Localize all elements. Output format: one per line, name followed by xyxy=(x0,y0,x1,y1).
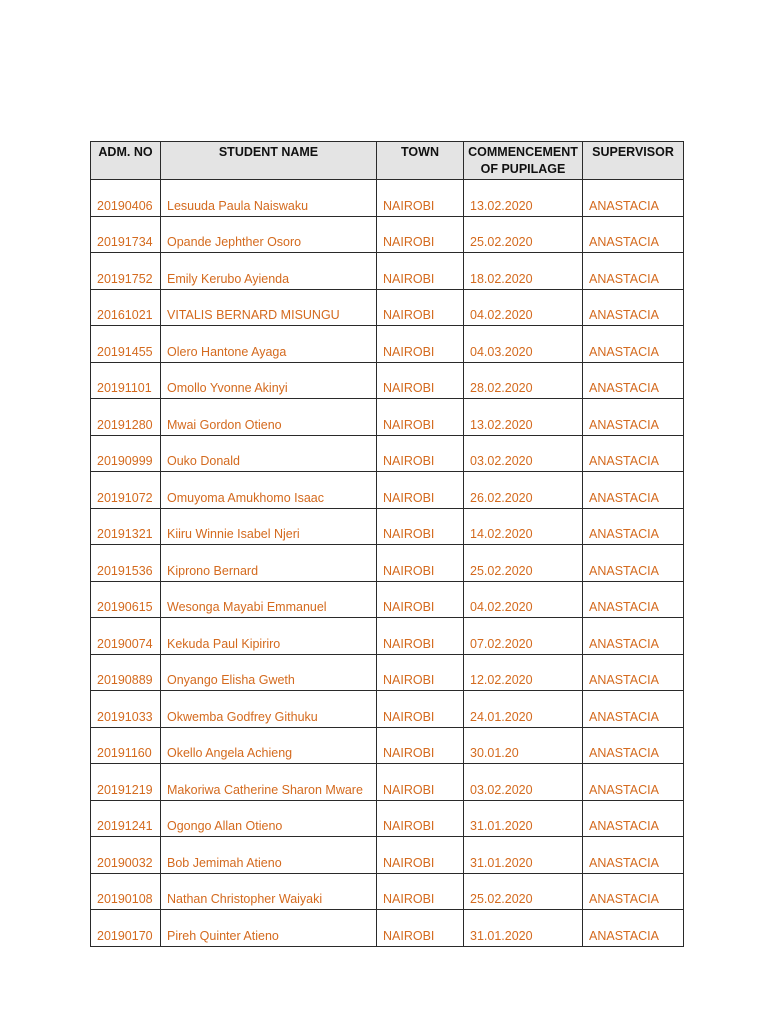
adm-no-cell: 20190615 xyxy=(91,581,161,618)
adm-no-cell: 20190406 xyxy=(91,180,161,217)
supervisor-cell: ANASTACIA xyxy=(583,910,684,947)
adm-no-cell: 20190170 xyxy=(91,910,161,947)
student-name-cell: Kiprono Bernard xyxy=(161,545,377,582)
town-cell: NAIROBI xyxy=(377,691,464,728)
town-cell: NAIROBI xyxy=(377,216,464,253)
table-row xyxy=(91,362,684,399)
supervisor-cell: ANASTACIA xyxy=(583,326,684,363)
commencement-date-cell: 24.01.2020 xyxy=(464,691,583,728)
supervisor-cell: ANASTACIA xyxy=(583,289,684,326)
commencement-date-cell: 31.01.2020 xyxy=(464,837,583,874)
adm-no-cell: 20190999 xyxy=(91,435,161,472)
table-row xyxy=(91,618,684,655)
adm-no-cell: 20190108 xyxy=(91,873,161,910)
supervisor-cell: ANASTACIA xyxy=(583,727,684,764)
town-cell: NAIROBI xyxy=(377,435,464,472)
commencement-date-cell: 13.02.2020 xyxy=(464,180,583,217)
table-row xyxy=(91,545,684,582)
adm-no-cell: 20191241 xyxy=(91,800,161,837)
supervisor-cell: ANASTACIA xyxy=(583,618,684,655)
student-name-cell: Kiiru Winnie Isabel Njeri xyxy=(161,508,377,545)
town-cell: NAIROBI xyxy=(377,800,464,837)
adm-no-cell: 20191101 xyxy=(91,362,161,399)
student-name-cell: Pireh Quinter Atieno xyxy=(161,910,377,947)
header-commencement xyxy=(464,142,583,180)
commencement-date-cell: 26.02.2020 xyxy=(464,472,583,509)
pupilage-table xyxy=(90,141,684,947)
supervisor-cell: ANASTACIA xyxy=(583,508,684,545)
adm-no-cell: 20191321 xyxy=(91,508,161,545)
adm-no-cell: 20191752 xyxy=(91,253,161,290)
commencement-date-cell: 04.03.2020 xyxy=(464,326,583,363)
town-cell: NAIROBI xyxy=(377,727,464,764)
town-cell: NAIROBI xyxy=(377,764,464,801)
table-header xyxy=(91,142,684,180)
supervisor-cell: ANASTACIA xyxy=(583,654,684,691)
supervisor-cell: ANASTACIA xyxy=(583,800,684,837)
adm-no-cell: 20190889 xyxy=(91,654,161,691)
town-cell: NAIROBI xyxy=(377,399,464,436)
table-row xyxy=(91,435,684,472)
table-row xyxy=(91,581,684,618)
adm-no-cell: 20191455 xyxy=(91,326,161,363)
header-adm-no: ADM. NO xyxy=(91,142,161,180)
adm-no-cell: 20191219 xyxy=(91,764,161,801)
supervisor-cell: ANASTACIA xyxy=(583,253,684,290)
student-name-cell: Bob Jemimah Atieno xyxy=(161,837,377,874)
header-row xyxy=(91,142,684,180)
header-commencement-line1: COMMENCEMENT xyxy=(468,145,578,159)
supervisor-cell: ANASTACIA xyxy=(583,362,684,399)
town-cell: NAIROBI xyxy=(377,326,464,363)
town-cell: NAIROBI xyxy=(377,910,464,947)
supervisor-cell: ANASTACIA xyxy=(583,545,684,582)
adm-no-cell: 20191160 xyxy=(91,727,161,764)
student-name-cell: Lesuuda Paula Naiswaku xyxy=(161,180,377,217)
student-name-cell: Omollo Yvonne Akinyi xyxy=(161,362,377,399)
commencement-date-cell: 18.02.2020 xyxy=(464,253,583,290)
table-row xyxy=(91,800,684,837)
student-name-cell: Opande Jephther Osoro xyxy=(161,216,377,253)
supervisor-cell: ANASTACIA xyxy=(583,216,684,253)
supervisor-cell: ANASTACIA xyxy=(583,691,684,728)
commencement-date-cell: 31.01.2020 xyxy=(464,910,583,947)
adm-no-cell: 20191734 xyxy=(91,216,161,253)
header-supervisor: SUPERVISOR xyxy=(583,142,684,180)
student-name-cell: VITALIS BERNARD MISUNGU xyxy=(161,289,377,326)
header-student-name: STUDENT NAME xyxy=(161,142,377,180)
commencement-date-cell: 25.02.2020 xyxy=(464,216,583,253)
student-name-cell: Olero Hantone Ayaga xyxy=(161,326,377,363)
header-town: TOWN xyxy=(377,142,464,180)
commencement-date-cell: 30.01.20 xyxy=(464,727,583,764)
adm-no-cell: 20191072 xyxy=(91,472,161,509)
table-row xyxy=(91,727,684,764)
table-row xyxy=(91,837,684,874)
commencement-date-cell: 13.02.2020 xyxy=(464,399,583,436)
commencement-date-cell: 25.02.2020 xyxy=(464,873,583,910)
table-row xyxy=(91,253,684,290)
student-name-cell: Wesonga Mayabi Emmanuel xyxy=(161,581,377,618)
student-name-cell: Ogongo Allan Otieno xyxy=(161,800,377,837)
student-name-cell: Omuyoma Amukhomo Isaac xyxy=(161,472,377,509)
header-commencement-line2: OF PUPILAGE xyxy=(480,162,566,176)
student-name-cell: Onyango Elisha Gweth xyxy=(161,654,377,691)
student-name-cell: Kekuda Paul Kipiriro xyxy=(161,618,377,655)
table-row xyxy=(91,764,684,801)
table-row xyxy=(91,910,684,947)
adm-no-cell: 20190074 xyxy=(91,618,161,655)
commencement-date-cell: 25.02.2020 xyxy=(464,545,583,582)
supervisor-cell: ANASTACIA xyxy=(583,837,684,874)
supervisor-cell: ANASTACIA xyxy=(583,764,684,801)
commencement-date-cell: 07.02.2020 xyxy=(464,618,583,655)
student-name-cell: Okwemba Godfrey Githuku xyxy=(161,691,377,728)
town-cell: NAIROBI xyxy=(377,508,464,545)
student-name-cell: Mwai Gordon Otieno xyxy=(161,399,377,436)
town-cell: NAIROBI xyxy=(377,180,464,217)
table-row xyxy=(91,289,684,326)
commencement-date-cell: 14.02.2020 xyxy=(464,508,583,545)
adm-no-cell: 20190032 xyxy=(91,837,161,874)
adm-no-cell: 20191033 xyxy=(91,691,161,728)
supervisor-cell: ANASTACIA xyxy=(583,180,684,217)
town-cell: NAIROBI xyxy=(377,253,464,290)
town-cell: NAIROBI xyxy=(377,618,464,655)
commencement-date-cell: 03.02.2020 xyxy=(464,764,583,801)
student-name-cell: Makoriwa Catherine Sharon Mware xyxy=(161,764,377,801)
table-row xyxy=(91,326,684,363)
table-row xyxy=(91,508,684,545)
student-name-cell: Nathan Christopher Waiyaki xyxy=(161,873,377,910)
table-row xyxy=(91,399,684,436)
commencement-date-cell: 12.02.2020 xyxy=(464,654,583,691)
adm-no-cell: 20191280 xyxy=(91,399,161,436)
commencement-date-cell: 04.02.2020 xyxy=(464,581,583,618)
town-cell: NAIROBI xyxy=(377,873,464,910)
adm-no-cell: 20161021 xyxy=(91,289,161,326)
table-row xyxy=(91,472,684,509)
table-row xyxy=(91,180,684,217)
supervisor-cell: ANASTACIA xyxy=(583,435,684,472)
town-cell: NAIROBI xyxy=(377,545,464,582)
town-cell: NAIROBI xyxy=(377,289,464,326)
student-name-cell: Okello Angela Achieng xyxy=(161,727,377,764)
table-row xyxy=(91,216,684,253)
commencement-date-cell: 03.02.2020 xyxy=(464,435,583,472)
adm-no-cell: 20191536 xyxy=(91,545,161,582)
student-name-cell: Ouko Donald xyxy=(161,435,377,472)
student-name-cell: Emily Kerubo Ayienda xyxy=(161,253,377,290)
commencement-date-cell: 31.01.2020 xyxy=(464,800,583,837)
town-cell: NAIROBI xyxy=(377,654,464,691)
table-row xyxy=(91,654,684,691)
supervisor-cell: ANASTACIA xyxy=(583,873,684,910)
town-cell: NAIROBI xyxy=(377,837,464,874)
table-row xyxy=(91,691,684,728)
supervisor-cell: ANASTACIA xyxy=(583,472,684,509)
table-row xyxy=(91,873,684,910)
commencement-date-cell: 04.02.2020 xyxy=(464,289,583,326)
town-cell: NAIROBI xyxy=(377,472,464,509)
commencement-date-cell: 28.02.2020 xyxy=(464,362,583,399)
supervisor-cell: ANASTACIA xyxy=(583,581,684,618)
table-body xyxy=(91,180,684,947)
town-cell: NAIROBI xyxy=(377,581,464,618)
supervisor-cell: ANASTACIA xyxy=(583,399,684,436)
town-cell: NAIROBI xyxy=(377,362,464,399)
